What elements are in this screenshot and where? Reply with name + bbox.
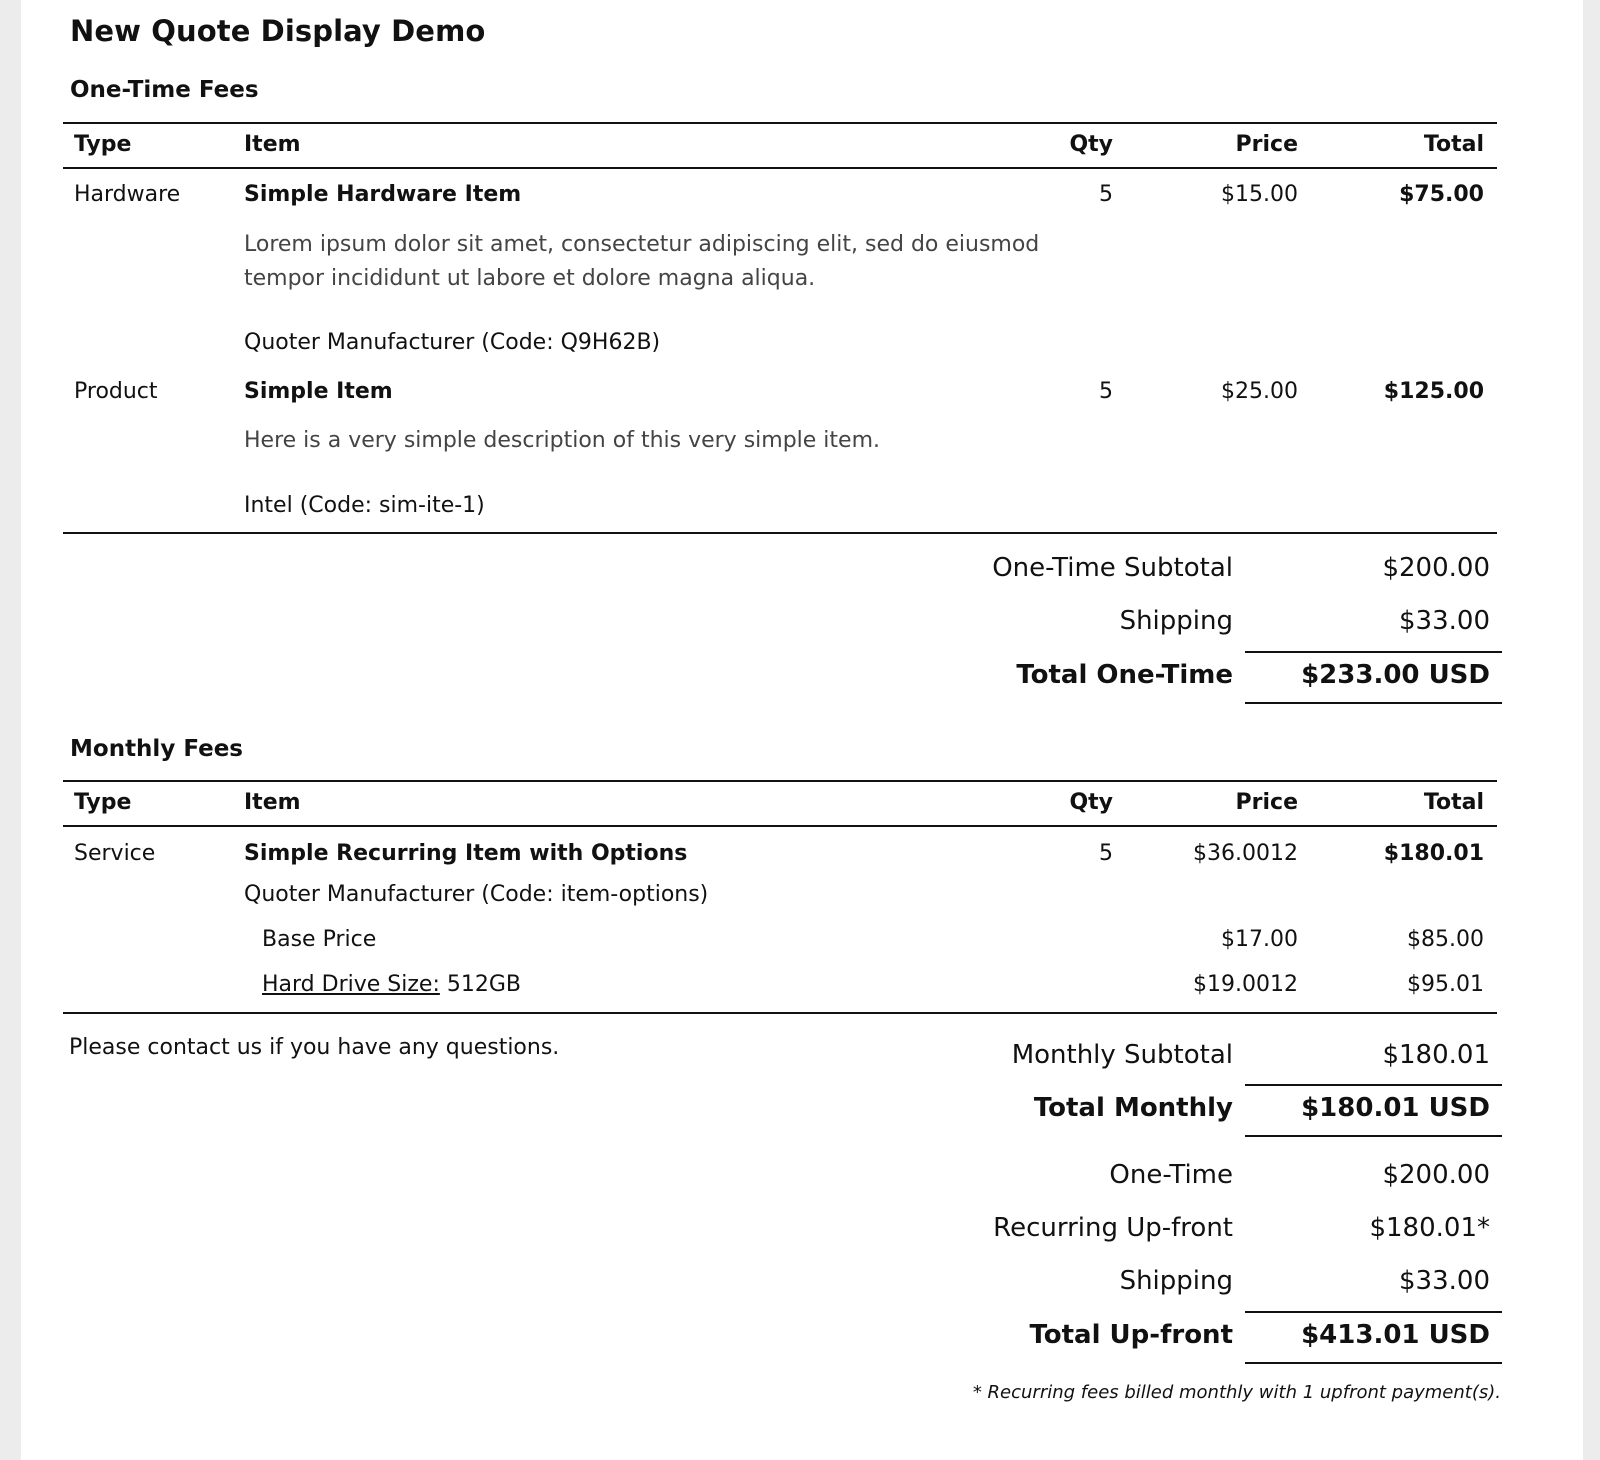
- contact-note: Please contact us if you have any questions.: [69, 1035, 560, 1060]
- monthly-col-item: Item: [244, 790, 301, 815]
- one-time-total-label: Total One-Time: [1016, 660, 1233, 690]
- one-time-subtotal-value: $200.00: [1382, 553, 1490, 583]
- monthly-table-bottom-rule: [63, 1012, 1497, 1014]
- upfront-total-top-rule: [1245, 1311, 1502, 1313]
- one-time-col-item: Item: [244, 132, 301, 157]
- upfront-one-time-label: One-Time: [1109, 1160, 1233, 1190]
- one-time-total-value: $233.00 USD: [1301, 660, 1490, 690]
- monthly-total-bottom-rule: [1245, 1135, 1502, 1137]
- option-hard-drive-size-value: 512GB: [446, 972, 521, 997]
- row-qty: 5: [1099, 379, 1113, 404]
- option-hard-drive-size-price: $19.0012: [1193, 972, 1298, 997]
- row-type: Hardware: [74, 182, 181, 207]
- option-base-price-total: $85.00: [1407, 927, 1484, 952]
- row-description: Here is a very simple description of this very simple item.: [244, 428, 881, 453]
- monthly-col-total: Total: [1423, 790, 1484, 815]
- upfront-shipping-value: $33.00: [1399, 1266, 1490, 1296]
- upfront-recurring-value: $180.01*: [1369, 1213, 1490, 1243]
- row-total: $75.00: [1399, 182, 1484, 207]
- one-time-table-top-rule: [63, 122, 1497, 124]
- monthly-subtotal-label: Monthly Subtotal: [1011, 1040, 1233, 1070]
- option-base-price-price: $17.00: [1221, 927, 1298, 952]
- upfront-total-bottom-rule: [1245, 1362, 1502, 1364]
- row-price: $36.0012: [1193, 841, 1298, 866]
- monthly-total-top-rule: [1245, 1084, 1502, 1086]
- one-time-shipping-label: Shipping: [1119, 606, 1233, 636]
- option-hard-drive-size-label: Hard Drive Size:: [262, 972, 440, 997]
- option-base-price-label: Base Price: [262, 927, 377, 952]
- one-time-total-top-rule: [1245, 651, 1502, 653]
- upfront-one-time-value: $200.00: [1382, 1160, 1490, 1190]
- row-description: Lorem ipsum dolor sit amet, consectetur adipiscing elit, sed do eiusmod tempor incididunt ut labore et dolore magna aliqua.: [244, 232, 1040, 291]
- monthly-total-value: $180.01 USD: [1301, 1093, 1490, 1123]
- one-time-col-price: Price: [1235, 132, 1298, 157]
- upfront-total-label: Total Up-front: [1029, 1320, 1233, 1350]
- monthly-col-price: Price: [1235, 790, 1298, 815]
- monthly-header-rule: [63, 825, 1497, 827]
- recurring-footnote: * Recurring fees billed monthly with 1 upfront payment(s).: [972, 1382, 1501, 1403]
- monthly-col-qty: Qty: [1069, 790, 1113, 815]
- row-manufacturer: Quoter Manufacturer (Code: Q9H62B): [244, 330, 661, 355]
- one-time-total-bottom-rule: [1245, 702, 1502, 704]
- one-time-col-type: Type: [74, 132, 132, 157]
- monthly-subtotal-value: $180.01: [1382, 1040, 1490, 1070]
- row-type: Service: [74, 841, 156, 866]
- quote-page: [21, 0, 1583, 1460]
- upfront-shipping-label: Shipping: [1119, 1266, 1233, 1296]
- one-time-col-total: Total: [1423, 132, 1484, 157]
- one-time-header-rule: [63, 167, 1497, 169]
- row-manufacturer: Intel (Code: sim-ite-1): [244, 493, 485, 518]
- row-type: Product: [74, 379, 158, 404]
- row-price: $15.00: [1221, 182, 1298, 207]
- row-item-name: Simple Hardware Item: [244, 182, 522, 207]
- row-qty: 5: [1099, 841, 1113, 866]
- upfront-recurring-label: Recurring Up-front: [993, 1213, 1233, 1243]
- row-price: $25.00: [1221, 379, 1298, 404]
- one-time-shipping-value: $33.00: [1399, 606, 1490, 636]
- row-manufacturer: Quoter Manufacturer (Code: item-options): [244, 882, 709, 907]
- monthly-table-top-rule: [63, 780, 1497, 782]
- monthly-total-label: Total Monthly: [1033, 1093, 1233, 1123]
- row-total: $125.00: [1383, 379, 1484, 404]
- upfront-total-value: $413.01 USD: [1301, 1320, 1490, 1350]
- one-time-subtotal-label: One-Time Subtotal: [992, 553, 1233, 583]
- row-item-name: Simple Item: [244, 379, 393, 404]
- monthly-fees-heading: Monthly Fees: [70, 736, 243, 762]
- row-qty: 5: [1099, 182, 1113, 207]
- monthly-col-type: Type: [74, 790, 132, 815]
- option-hard-drive-size-total: $95.01: [1407, 972, 1484, 997]
- one-time-fees-heading: One-Time Fees: [70, 77, 259, 103]
- one-time-col-qty: Qty: [1069, 132, 1113, 157]
- one-time-table-bottom-rule: [63, 532, 1497, 534]
- page-title: New Quote Display Demo: [70, 14, 486, 48]
- row-item-name: Simple Recurring Item with Options: [244, 841, 688, 866]
- option-hard-drive-size: [262, 972, 521, 997]
- row-total: $180.01: [1383, 841, 1484, 866]
